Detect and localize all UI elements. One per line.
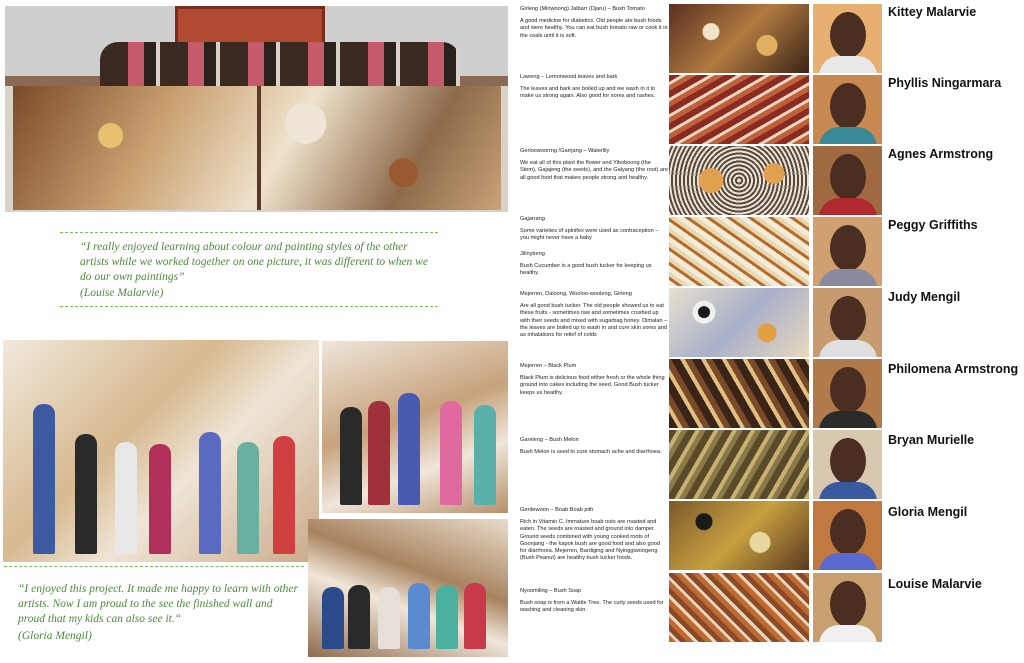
artist-portrait bbox=[813, 573, 882, 642]
plant-body: Some varieties of spinifex were used as contraception – you might never have a baby bbox=[520, 228, 659, 242]
person-figure bbox=[398, 393, 420, 505]
group-photo-top bbox=[5, 6, 508, 212]
plant-entry bbox=[520, 588, 668, 615]
portrait-face bbox=[830, 154, 866, 200]
artist-name: Louise Malarvie bbox=[888, 577, 982, 591]
portrait-body bbox=[819, 56, 877, 73]
artist-portrait bbox=[813, 146, 882, 215]
artist-name: Peggy Griffiths bbox=[888, 218, 978, 232]
plant-title: Laweng – Lemonwood leaves and bark bbox=[520, 74, 618, 80]
artist-name: Bryan Murielle bbox=[888, 433, 975, 447]
portrait-body bbox=[819, 127, 877, 144]
plant-title: Gerdewoon – Boab Boab pith bbox=[520, 507, 594, 513]
person-figure bbox=[348, 585, 370, 649]
artist-name: Judy Mengil bbox=[888, 290, 961, 304]
plant-body: Bush soap is from a Wattle Tree. The curly seeds used for washing and cleaning skin. bbox=[520, 600, 664, 614]
mural-wall-photo-left bbox=[3, 340, 319, 562]
portrait-face bbox=[830, 509, 866, 555]
artist-portrait bbox=[813, 217, 882, 286]
portrait-face bbox=[830, 367, 866, 413]
painting-thumbnail bbox=[669, 75, 809, 144]
plant-entry bbox=[520, 507, 668, 562]
plant-entry bbox=[520, 291, 668, 339]
plant-entry bbox=[520, 251, 668, 278]
painting-thumbnail bbox=[669, 288, 809, 357]
painting-thumbnail bbox=[669, 501, 809, 570]
person-figure bbox=[368, 401, 390, 505]
artist-name: Kittey Malarvie bbox=[888, 5, 977, 19]
person-figure bbox=[378, 587, 400, 649]
painting-thumbnail bbox=[669, 4, 809, 73]
person-figure bbox=[340, 407, 362, 505]
artist-name: Gloria Mengil bbox=[888, 505, 968, 519]
portrait-body bbox=[819, 482, 877, 499]
person-figure bbox=[199, 432, 221, 554]
plant-body: Bush Cucumber is a good bush tucker for keeping us healthy. bbox=[520, 263, 652, 277]
mural-interior-photo bbox=[308, 519, 508, 657]
portrait-body bbox=[819, 340, 877, 357]
plant-entry bbox=[520, 437, 668, 456]
painting-thumbnail bbox=[669, 359, 809, 428]
portrait-body bbox=[819, 553, 877, 570]
plant-title: Gajarrang bbox=[520, 216, 545, 222]
quote-author: (Gloria Mengil) bbox=[18, 630, 92, 642]
person-figure bbox=[75, 434, 97, 554]
portrait-body bbox=[819, 625, 877, 642]
quote-text: “I really enjoyed learning about colour and painting styles of the other artists while we worked together on one picture, it was different to when we do our own paintings” bbox=[80, 241, 428, 283]
plant-title: Nyoomiling – Bush Soap bbox=[520, 588, 582, 594]
plant-title: Mejerren – Black Plum bbox=[520, 363, 577, 369]
artist-portrait bbox=[813, 75, 882, 144]
person-figure bbox=[322, 587, 344, 649]
artist-name: Phyllis Ningarmara bbox=[888, 76, 1002, 90]
mural-wall-photo-right bbox=[322, 341, 508, 513]
plant-entry bbox=[520, 363, 668, 397]
plant-body: Black Plum is delicious food either fresh or the whole thing ground into cakes including the seed. Good Bush tucker keeps us healthy. bbox=[520, 375, 665, 396]
artist-portrait bbox=[813, 501, 882, 570]
person-figure bbox=[115, 442, 137, 554]
artist-portrait bbox=[813, 430, 882, 499]
person-figure bbox=[273, 436, 295, 554]
plant-body: A good medicine for diabetics. Old people ate bush foods and were healthy. You can eat bush tomato raw or cook it in the coals until it is soft. bbox=[520, 18, 668, 39]
plant-body: The leaves and bark are boiled up and we wash in it to make us strong again. Also good for sores and rashes. bbox=[520, 86, 656, 100]
quote-author: (Louise Malarvie) bbox=[80, 287, 164, 299]
artist-portrait bbox=[813, 359, 882, 428]
quote-divider-bottom bbox=[60, 306, 438, 307]
plant-entry bbox=[520, 74, 668, 101]
plant-body: Are all good bush tucker. The old people showed us to eat these fruits - sometimes raw and sometimes crushed up with their seeds and mixed with sugarbag honey. Dimalan – the leaves are boiled up to wash in and cure skin sores and as inhalations for relief of colds bbox=[520, 303, 668, 339]
painting-thumbnail bbox=[669, 430, 809, 499]
plant-body: We eat all of this plant the flower and Yiboboong (the Stem), Gajajeng (the seeds), and the Galyang (the root) are all good food that makes people strong and healthy. bbox=[520, 160, 669, 181]
plant-title: Jilinybeng bbox=[520, 251, 545, 257]
plant-title: Girleng (Miriwoong) Jalbarr (Djaru) – Bush Tomato bbox=[520, 6, 645, 12]
portrait-face bbox=[830, 438, 866, 484]
artist-name: Agnes Armstrong bbox=[888, 147, 994, 161]
plant-title: Mejerren, Daloong, Wooloo-wooleng, Girleng bbox=[520, 291, 632, 297]
artist-portrait bbox=[813, 4, 882, 73]
painting-thumbnail bbox=[669, 217, 809, 286]
portrait-face bbox=[830, 83, 866, 129]
person-figure bbox=[464, 583, 486, 649]
quote-divider-top bbox=[60, 232, 438, 233]
portrait-body bbox=[819, 269, 877, 286]
person-figure bbox=[33, 404, 55, 554]
plant-body: Rich in Vitamin C. Immature boab nuts are roasted and eaten. The seeds are roasted and ground into damper. Ground seeds combined with young cooked roots of Goonjang - the kapok bush are good food and also good for diarrhoea. Mejerren, Bardiging and Nyinggiwoogeng (Bush Peanut) are healthy bush tucker foods. bbox=[520, 519, 660, 562]
plant-entry bbox=[520, 148, 668, 182]
portrait-face bbox=[830, 12, 866, 58]
artist-name: Philomena Armstrong bbox=[888, 362, 1019, 376]
plant-title: Gerloowoorrng /Garrjang – Waterlily bbox=[520, 148, 610, 154]
portrait-face bbox=[830, 225, 866, 271]
mural-canvas bbox=[13, 86, 501, 210]
portrait-face bbox=[830, 581, 866, 627]
person-figure bbox=[408, 583, 430, 649]
painting-thumbnail bbox=[669, 573, 809, 642]
portrait-body bbox=[819, 198, 877, 215]
artists-group bbox=[100, 42, 460, 90]
quote-text: “I enjoyed this project. It made me happy to learn with other artists. Now I am proud to the see the finished wall and proud that my kids can also see it.“ bbox=[18, 583, 298, 625]
quote-divider-top bbox=[4, 566, 304, 567]
person-figure bbox=[474, 405, 496, 505]
person-figure bbox=[237, 442, 259, 554]
painting-thumbnail bbox=[669, 146, 809, 215]
person-figure bbox=[149, 444, 171, 554]
portrait-face bbox=[830, 296, 866, 342]
plant-entry bbox=[520, 216, 668, 243]
person-figure bbox=[436, 585, 458, 649]
plant-title: Gareleng – Bush Melon bbox=[520, 437, 579, 443]
artist-portrait bbox=[813, 288, 882, 357]
plant-body: Bush Melon is used to cure stomach ache and diarrhoea. bbox=[520, 449, 662, 456]
plant-entry bbox=[520, 6, 668, 40]
portrait-body bbox=[819, 411, 877, 428]
person-figure bbox=[440, 401, 462, 505]
